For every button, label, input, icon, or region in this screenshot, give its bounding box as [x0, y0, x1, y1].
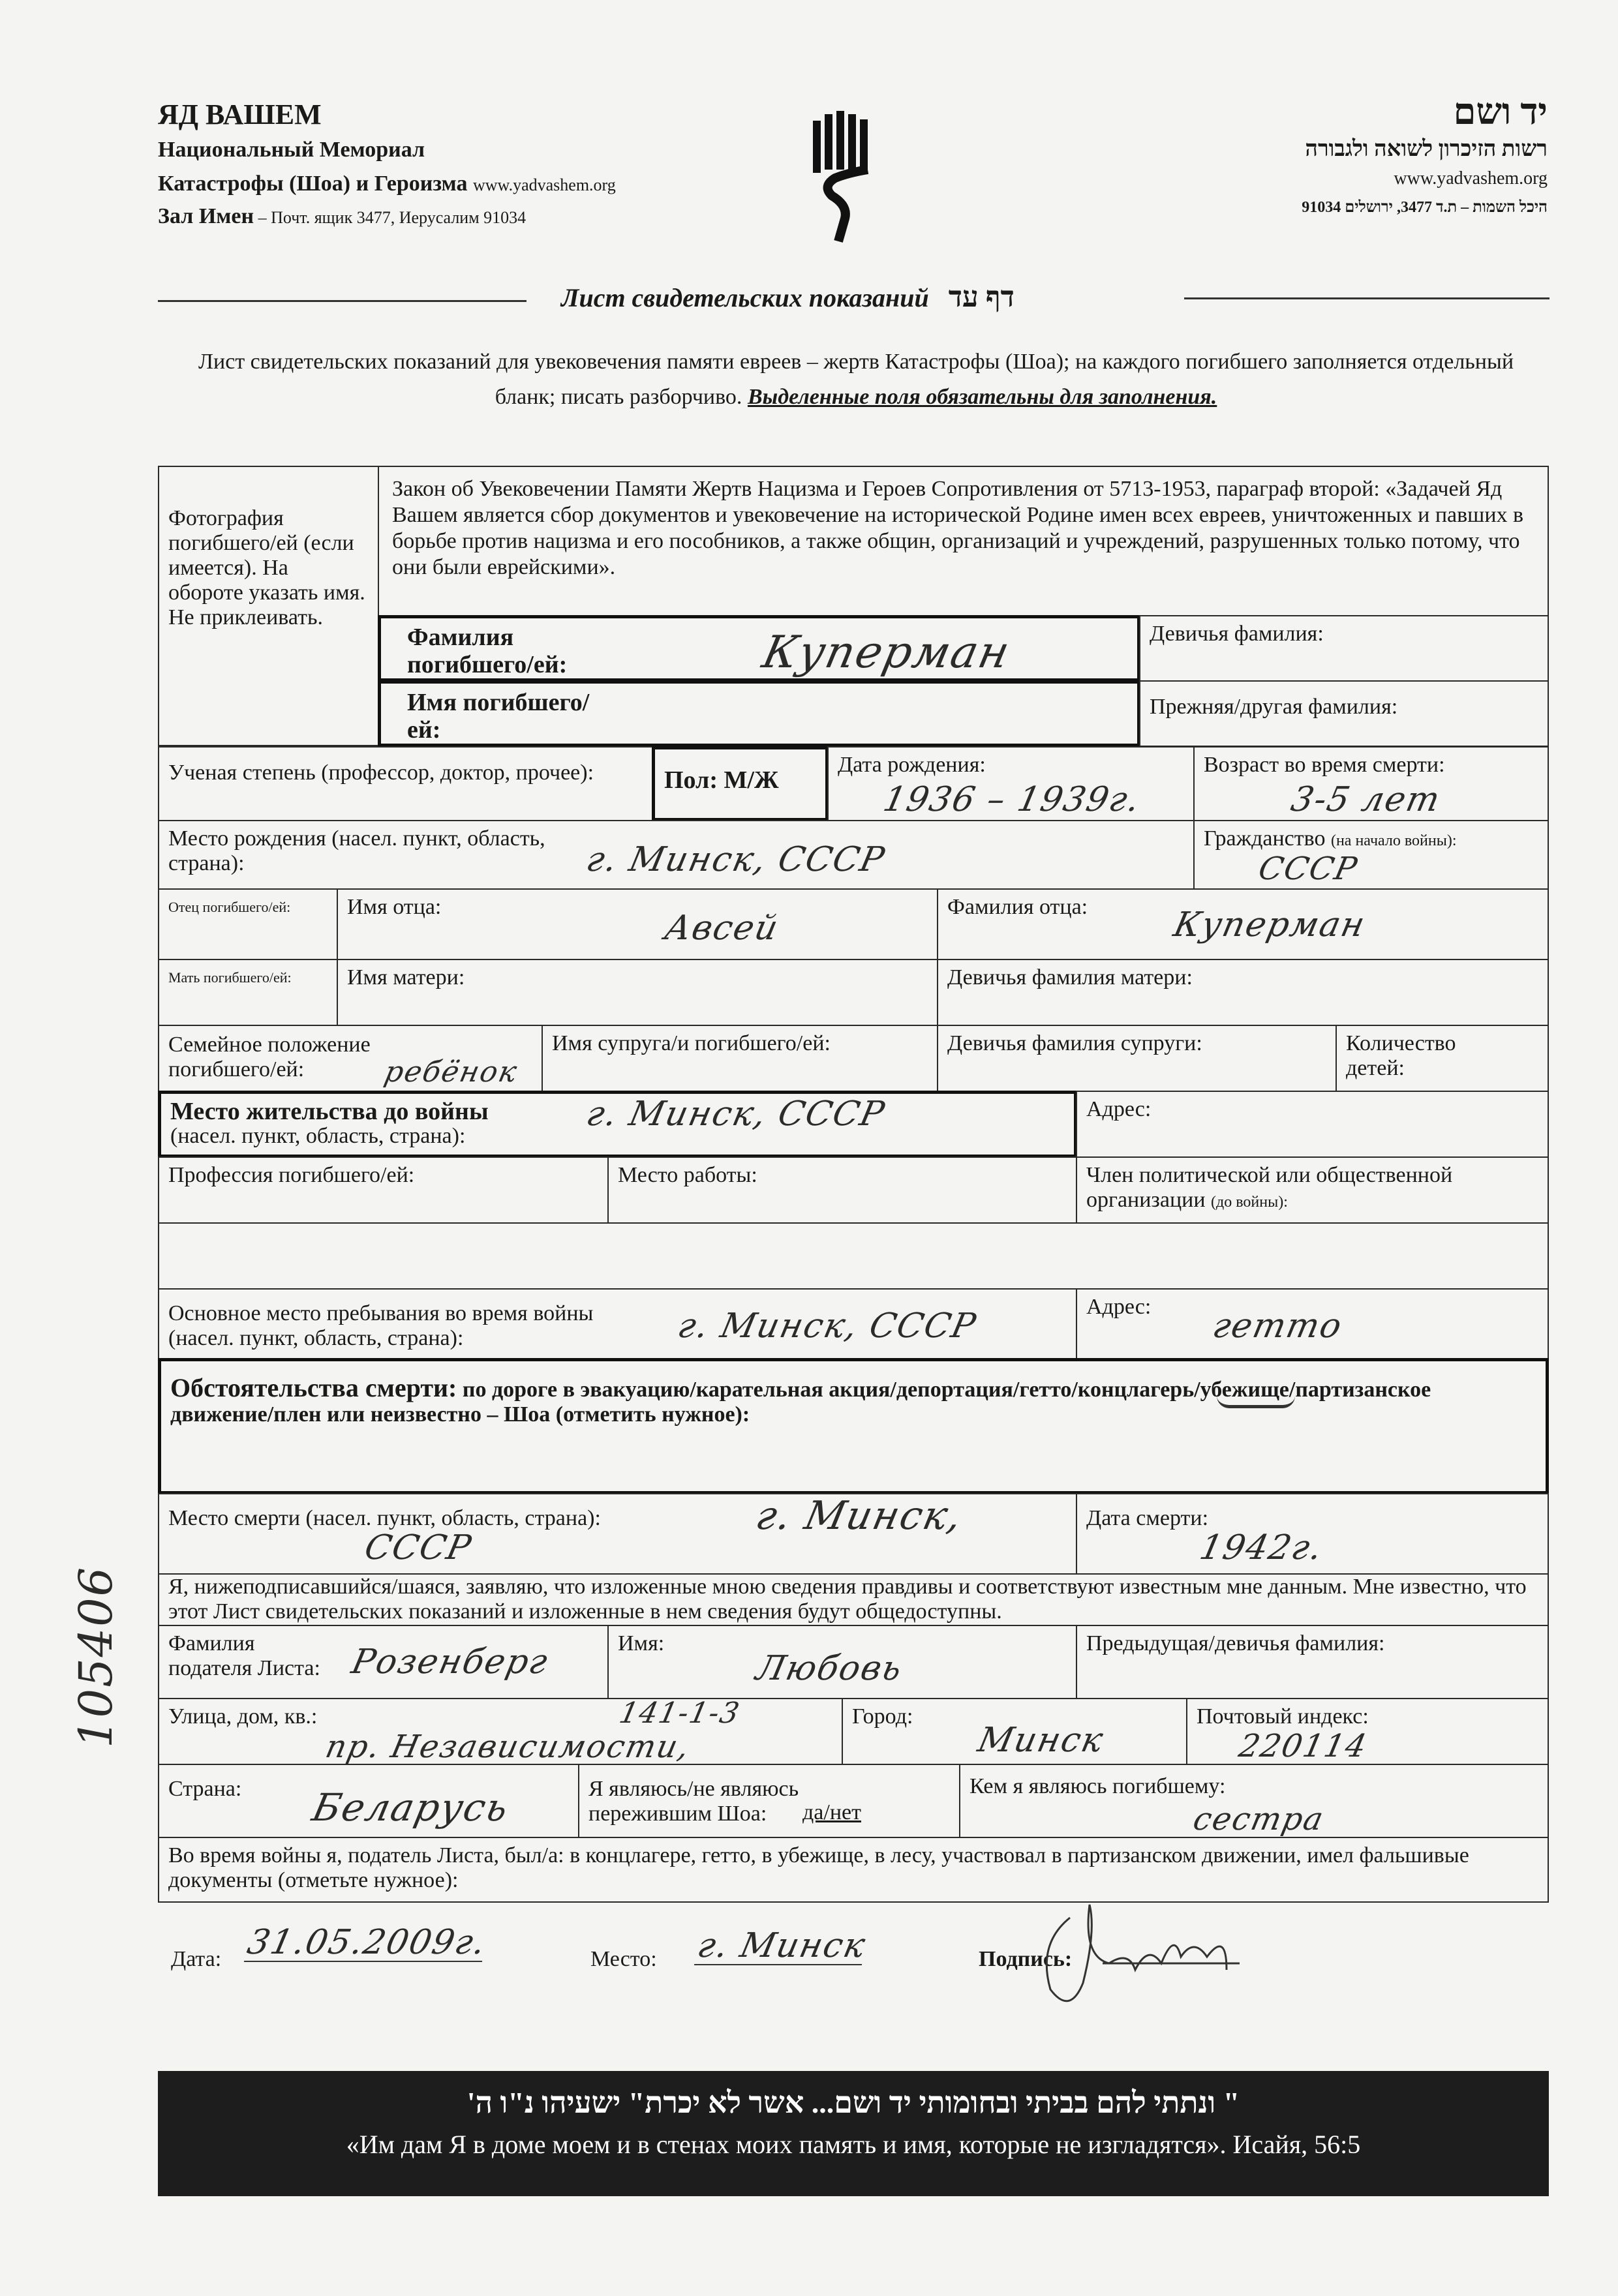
street-label: Улица, дом, кв.: — [168, 1704, 318, 1729]
submitter-name-value: Любовь — [752, 1649, 907, 1688]
signature-label: Подпись: — [979, 1947, 1073, 1971]
blank-row — [158, 1222, 1549, 1290]
street-value: пр. Независимости, — [322, 1729, 694, 1765]
residence-note: (насел. пункт, область, страна): — [170, 1124, 466, 1148]
mother-name-field[interactable] — [337, 959, 938, 1026]
date-value[interactable]: 31.05.2009г. — [243, 1923, 491, 1962]
deathplace-value: г. Минск, — [752, 1493, 968, 1539]
residence-label: Место жительства до войны — [170, 1098, 489, 1125]
declaration: Я, нижеподписавшийся/шаяся, заявляю, что изложенные мною сведения правдивы и соответствуют известным мне данным. Мне известно, что этот Лист свидетельских показаний и изложенные в нем сведения будут общедоступны. — [158, 1573, 1549, 1626]
postal-address: – Почт. ящик 3477, Иерусалим 91034 — [254, 208, 527, 227]
mother-maiden-field[interactable] — [937, 959, 1549, 1026]
country-label: Страна: — [168, 1777, 242, 1801]
workplace-label: Место работы: — [618, 1163, 757, 1187]
profession-label: Профессия погибшего/ей: — [168, 1163, 415, 1187]
quote-banner — [158, 2071, 1549, 2196]
residence-address-label: Адрес: — [1086, 1097, 1152, 1121]
prev-surname-field[interactable] — [1139, 680, 1549, 747]
residence-value: г. Минск, СССР — [583, 1095, 889, 1134]
mother-label: Мать погибшего/ей: — [158, 959, 338, 1026]
circumstances-label: Обстоятельства смерти: — [170, 1373, 457, 1402]
profession-field[interactable] — [158, 1156, 609, 1224]
zip-value: 220114 — [1236, 1728, 1371, 1764]
survivor-label: Я являюсь/не являюсь пережившим Шоа: — [588, 1777, 799, 1826]
citizenship-label: Гражданство — [1204, 826, 1326, 851]
marital-label: Семейное положение погибшего/ей: — [168, 1033, 371, 1081]
quote-he: " ונתתי להם בביתי ובחומותי יד ושם... אשר לא יכרת" ישעיהו נ"ו ה' — [466, 2086, 1240, 2119]
city-value: Минск — [974, 1721, 1108, 1760]
children-field[interactable] — [1336, 1025, 1549, 1092]
deathdate-value: 1942г. — [1196, 1528, 1327, 1567]
org-line-2-text: Катастрофы (Шоа) и Героизма — [158, 172, 468, 196]
photo-box[interactable] — [158, 466, 379, 746]
deathplace-value-2: СССР — [361, 1528, 476, 1567]
maiden-name-label: Девичья фамилия: — [1150, 622, 1324, 646]
org-name-he: יד ושם — [1453, 92, 1548, 132]
org-name-ru: ЯД ВАШЕМ — [158, 98, 322, 130]
wartime-place-value: г. Минск, СССР — [674, 1307, 981, 1346]
firstname-label: Имя погибшего/ей: — [407, 689, 590, 744]
wartime-address-label: Адрес: — [1086, 1295, 1152, 1319]
spouse-label: Имя супруга/и погибшего/ей: — [552, 1031, 831, 1055]
law-text: Закон об Увековечении Памяти Жертв Нацизма и Героев Сопротивления от 5713-1953, параграф второй: «Задачей Яд Вашем является сбор документов и увековечение на исторической Родине имен всех евреев, уничтоженных и павших в борьбе против нацизма и его пособников, а также общин, организаций и учреждений, разрушенных только потому, что они были еврейскими». — [378, 466, 1549, 616]
submitter-surname-label: Фамилия подателя Листа: — [168, 1631, 320, 1680]
birthplace-label: Место рождения (насел. пункт, область, страна): — [168, 826, 545, 875]
surname-label: Фамилия погибшего/ей: — [407, 624, 568, 678]
country-value: Беларусь — [308, 1785, 513, 1830]
survivor-field[interactable] — [578, 1764, 960, 1838]
wartime-address-value: гетто — [1209, 1307, 1347, 1346]
org-line-3 — [158, 200, 526, 234]
residence-address-field[interactable] — [1076, 1091, 1549, 1158]
father-label: Отец погибшего/ей: — [158, 888, 338, 960]
citizenship-value: СССР — [1255, 851, 1362, 887]
relation-value: сестра — [1190, 1801, 1328, 1837]
mother-maiden-label: Девичья фамилия матери: — [947, 965, 1193, 989]
deathplace-label: Место смерти (насел. пункт, область, страна): — [168, 1506, 601, 1530]
archive-number: 105406 — [69, 1565, 123, 1748]
ghetto-mark — [1217, 1396, 1295, 1408]
intro-text — [171, 344, 1541, 415]
website-link[interactable]: www.yadvashem.org — [472, 175, 616, 194]
maiden-name-field[interactable] — [1139, 615, 1549, 682]
org-line-he: רשות הזיכרון לשואה ולגבורה — [1305, 137, 1548, 161]
workplace-field[interactable] — [607, 1156, 1077, 1224]
postal-address-he: היכל השמות – ת.ד 3477, ירושלים 91034 — [1302, 199, 1548, 216]
citizenship-note: (на начало войны): — [1330, 832, 1457, 849]
date-label: Дата: — [171, 1947, 222, 1971]
father-name-value: Авсей — [661, 909, 783, 948]
birthdate-label: Дата рождения: — [838, 753, 986, 777]
place-value[interactable]: г. Минск — [694, 1926, 870, 1965]
father-name-label: Имя отца: — [347, 895, 442, 919]
submitter-prev-label: Предыдущая/девичья фамилия: — [1086, 1631, 1385, 1655]
relation-label: Кем я являюсь погибшему: — [969, 1774, 1226, 1798]
org-line-1: Национальный Мемориал — [158, 138, 425, 162]
quote-ru: «Им дам Я в доме моем и в стенах моих память и имя, которые не изгладятся». Исайя, 56:5 — [346, 2130, 1361, 2159]
org-line-2 — [158, 168, 616, 202]
website-link-he[interactable]: www.yadvashem.org — [1394, 168, 1548, 189]
father-surname-label: Фамилия отца: — [947, 895, 1088, 919]
birthplace-value: г. Минск, СССР — [583, 840, 889, 879]
circumstances-field[interactable] — [158, 1358, 1549, 1494]
page-title — [561, 280, 1015, 314]
title-rule-left — [158, 300, 527, 302]
zip-label: Почтовый индекс: — [1197, 1704, 1369, 1729]
spouse-field[interactable] — [542, 1025, 938, 1092]
city-label: Город: — [852, 1704, 913, 1729]
birthdate-value: 1936 – 1939г. — [879, 780, 1144, 819]
submitter-name-label: Имя: — [618, 1631, 665, 1655]
age-label: Возраст во время смерти: — [1204, 753, 1445, 777]
intro-emphasis: Выделенные поля обязательны для заполнения. — [747, 385, 1217, 409]
citizenship-field[interactable] — [1193, 820, 1549, 890]
page-title-he: דף עד — [948, 281, 1015, 313]
age-value: 3-5 лет — [1287, 780, 1444, 819]
title-rule-right — [1184, 297, 1549, 299]
degree-field[interactable] — [158, 746, 653, 821]
wartime-place-label: Основное место пребывания во время войны (насел. пункт, область, страна): — [168, 1301, 594, 1350]
street-number-value: 141-1-3 — [616, 1697, 744, 1730]
membership-note: (до войны): — [1211, 1194, 1288, 1211]
membership-label: Член политической или общественной организации — [1086, 1163, 1453, 1212]
intro-text-body: Лист свидетельских показаний для увековечения памяти евреев – жертв Катастрофы (Шоа); на каждого погибшего заполняется отдельный бланк; писать разборчиво. — [198, 350, 1514, 409]
spouse-maiden-field[interactable] — [937, 1025, 1337, 1092]
father-surname-value: Куперман — [1170, 905, 1369, 944]
hall-of-names: Зал Имен — [158, 204, 254, 228]
page-title-ru: Лист свидетельских показаний — [561, 283, 929, 312]
marital-value: ребёнок — [381, 1055, 521, 1089]
signature — [1031, 1892, 1279, 2022]
father-name-field[interactable] — [337, 888, 938, 960]
submitter-surname-value: Розенберг — [348, 1642, 553, 1682]
mother-name-label: Имя матери: — [347, 965, 465, 989]
degree-label: Ученая степень (профессор, доктор, прочее): — [168, 761, 594, 785]
yad-vashem-logo — [809, 108, 874, 245]
spouse-maiden-label: Девичья фамилия супруги: — [947, 1031, 1202, 1055]
prev-surname-label: Прежняя/другая фамилия: — [1150, 695, 1398, 719]
circumstances-options: по дороге в эвакуацию/карательная акция/депортация/гетто/концлагерь/убежище/партизанское движение/плен или неизвестно – Шоа (отметить нужное): — [170, 1378, 1431, 1427]
firstname-field[interactable] — [378, 680, 1140, 747]
submitter-wartime-label: Во время войны я, податель Листа, был/а: в концлагере, гетто, в убежище, в лесу, участвовал в партизанском движении, имел фальшивые документы (отметьте нужное): — [168, 1843, 1469, 1892]
submitter-prev-field[interactable] — [1076, 1625, 1549, 1699]
deathdate-label: Дата смерти: — [1086, 1506, 1209, 1530]
surname-value: Куперман — [757, 627, 1015, 678]
place-label: Место: — [590, 1947, 657, 1971]
children-label: Количество детей: — [1346, 1031, 1456, 1080]
survivor-options[interactable]: да/нет — [802, 1800, 861, 1824]
submitter-wartime-field[interactable] — [158, 1837, 1549, 1903]
sex-field[interactable]: Пол: М/Ж — [652, 746, 829, 821]
photo-label: Фотография погибшего/ей (если имеется). На обороте указать имя. Не приклеивать. — [168, 506, 365, 629]
membership-field[interactable] — [1076, 1156, 1549, 1224]
